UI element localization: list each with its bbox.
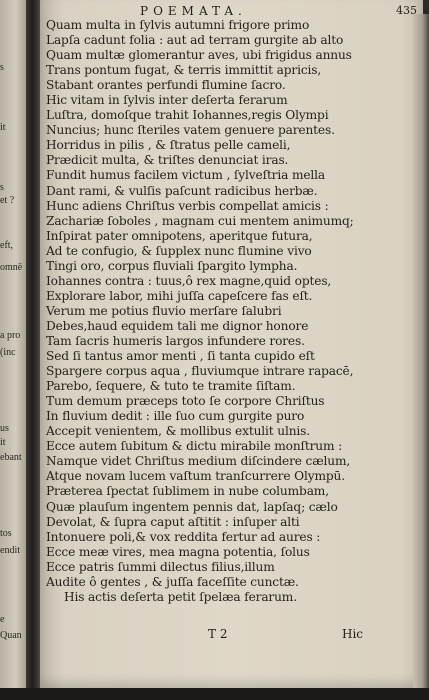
margin-fragment: eft, [0, 240, 14, 251]
margin-fragment: ebant [0, 452, 22, 463]
margin-fragment: e [0, 614, 5, 625]
verse-line: His actis deſerta petit ſpelæa ferarum. [64, 589, 297, 604]
signature-mark: T 2 [208, 627, 228, 641]
verse-line: Parebo, ſequere, & tuto te tramite ſiſtam. [46, 379, 296, 394]
margin-fragment: us [0, 423, 9, 434]
margin-fragment: tos [0, 528, 12, 539]
verse-line: Tingi oro, corpus fluviali ſpargito lympha. [46, 258, 298, 273]
verse-text [46, 18, 414, 605]
verse-line: Inſpirat pater omnipotens, aperitque futura, [46, 228, 313, 243]
verse-line: Quam multæ glomerantur aves, ubi frigidus annus [46, 48, 352, 63]
verse-line: In fluvium dedit : ille ſuo cum gurgite puro [46, 409, 305, 424]
verse-line: Ecce autem ſubitum & dictu mirabile monſtrum : [46, 439, 343, 454]
verse-line: Ecce meæ vires, mea magna potentia, ſolus [46, 544, 310, 559]
verse-line: Tam ſacris humeris largos infundere rores. [46, 333, 305, 348]
verse-line: Accepit venientem, & mollibus extulit ulnis. [46, 424, 310, 439]
verse-line: Horridus in pilis , & ſtratus pelle cameli, [46, 138, 291, 153]
verse-line: Quæ plauſum ingentem pennis dat, lapſaq; cælo [46, 499, 338, 514]
verse-line: Fundit humus facilem victum , ſylveſtria mella [46, 168, 326, 183]
margin-fragment: s [0, 182, 4, 193]
verse-line: Spargere corpus aqua , fluviumque intrare rapacē, [46, 364, 354, 379]
verse-line: Prædicit multa, & triſtes denunciat iras. [46, 153, 289, 168]
verse-line: Luſtra, domoſque trahit Iohannes,regis Olympi [46, 108, 329, 123]
margin-fragment: et ? [0, 195, 15, 206]
margin-fragment: omnē [0, 262, 23, 273]
margin-fragment: Quan [0, 630, 22, 641]
verse-line: Hic vitam in ſylvis inter deſerta ferarum [46, 93, 288, 108]
verse-line: Stabant orantes perfundi flumine ſacro. [46, 78, 286, 93]
book-gutter [26, 0, 40, 688]
verse-line: Præterea ſpectat ſublimem in nube columbam, [46, 484, 329, 499]
verse-line: Hunc adiens Chriſtus verbis compellat amicis : [46, 198, 329, 213]
verse-line: Atque novam lucem vaſtum tranſcurrere Olympū. [46, 469, 345, 484]
scan-bottom-edge [0, 688, 429, 700]
margin-fragment: endit [0, 545, 20, 556]
verse-line: Audite ô gentes , & juſſa faceſſite cunctæ. [46, 574, 299, 589]
left-page-edge [0, 0, 26, 688]
verse-line: Debes,haud equidem tali me dignor honore [46, 318, 309, 333]
verse-line: Intonuere poli,& vox reddita fertur ad aures : [46, 529, 321, 544]
verse-line: Namque videt Chriſtus medium diſcindere cælum, [46, 454, 351, 469]
verse-line: Quam multa in ſylvis autumni frigore primo [46, 18, 310, 32]
verse-line: Iohannes contra : tuus,ô rex magne,quid optes, [46, 273, 332, 288]
verse-line: Lapſa cadunt folia : aut ad terram gurgite ab alto [46, 33, 344, 48]
verse-line: Explorare labor, mihi juſſa capeſcere fas eſt. [46, 288, 313, 303]
page-edge [413, 14, 429, 700]
verse-line: Tum demum præceps toto ſe corpore Chriſtus [46, 394, 325, 409]
verse-line: Verum me potius fluvio merſare ſalubri [46, 303, 282, 318]
verse-line: Trans pontum fugat, & terris immittit apricis, [46, 63, 322, 78]
margin-fragment: (inc [0, 347, 16, 358]
verse-line: Ecce patris ſummi dilectus filius,illum [46, 559, 275, 574]
verse-line: Ad te confugio, & ſupplex nunc flumine vivo [46, 243, 312, 258]
page-number: 435 [396, 4, 417, 17]
margin-fragment: it [0, 437, 6, 448]
catchword: Hic [342, 627, 364, 641]
margin-fragment: a pro [0, 330, 21, 341]
verse-line: Dant rami, & vulſis paſcunt radicibus herbæ. [46, 183, 318, 198]
margin-fragment: s [0, 62, 4, 73]
verse-line: Devolat, & ſupra caput aſtitit : inſuper alti [46, 514, 300, 529]
verse-line: Sed ſi tantus amor menti , ſi tanta cupido eſt [46, 349, 315, 364]
verse-line: Zachariæ ſoboles , magnam cui mentem animumq; [46, 213, 354, 228]
running-title: POEMATA. [140, 4, 247, 18]
margin-fragment: it [0, 122, 6, 133]
verse-line: Nuncius; hunc ſteriles vatem genuere parentes. [46, 123, 335, 138]
